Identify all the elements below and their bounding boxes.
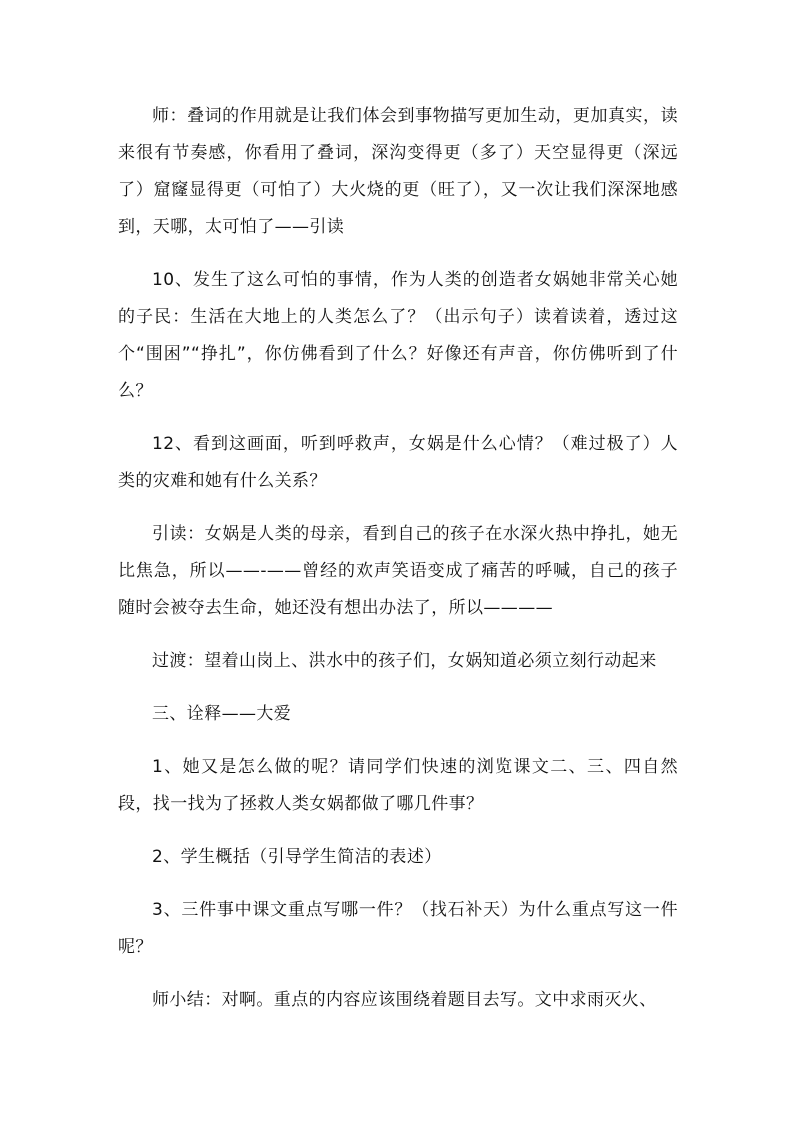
paragraph-question-3: 3、三件事中课文重点写哪一件？（找石补天）为什么重点写这一件呢？ — [118, 900, 678, 957]
paragraph-guided-reading: 引读：女娲是人类的母亲，看到自己的孩子在水深火热中挣扎，她无比焦急，所以——-——曾经的欢声笑语变成了痛苦的呼喊，自己的孩子随时会被夺去生命，她还没有想出办法了，所以———— — [118, 524, 678, 618]
paragraph-question-1: 1、她又是怎么做的呢？请同学们快速的浏览课文二、三、四自然段，找一找为了拯救人类女娲都做了哪几件事？ — [118, 757, 678, 814]
paragraph-transition: 过渡：望着山岗上、洪水中的孩子们，女娲知道必须立刻行动起来 — [152, 651, 657, 671]
paragraph-teacher-reduplication: 师：叠词的作用就是让我们体会到事物描写更加生动，更加真实，读来很有节奏感，你看用了叠词，深沟变得更（多了）天空显得更（深远了）窟窿显得更（可怕了）大火烧的更（旺了），又一次让我们深深地感到，天哪，太可怕了——引读 — [118, 106, 678, 237]
section-heading-interpretation: 三、诠释——大爱 — [152, 704, 292, 724]
paragraph-step-10: 10、发生了这么可怕的事情，作为人类的创造者女娲她非常关心她的子民：生活在大地上的人类怎么了？（出示句子）读着读着，透过这个“围困”“挣扎”，你仿佛看到了什么？好像还有声音，你仿佛听到了什么？ — [118, 270, 678, 401]
document-body — [118, 98, 678, 1035]
paragraph-step-12: 12、看到这画面，听到呼救声，女娲是什么心情？（难过极了）人类的灾难和她有什么关系？ — [118, 434, 678, 491]
paragraph-question-2: 2、学生概括（引导学生简洁的表述） — [152, 847, 442, 867]
paragraph-teacher-summary: 师小结：对啊。重点的内容应该围绕着题目去写。文中求雨灭火、 — [152, 990, 657, 1010]
